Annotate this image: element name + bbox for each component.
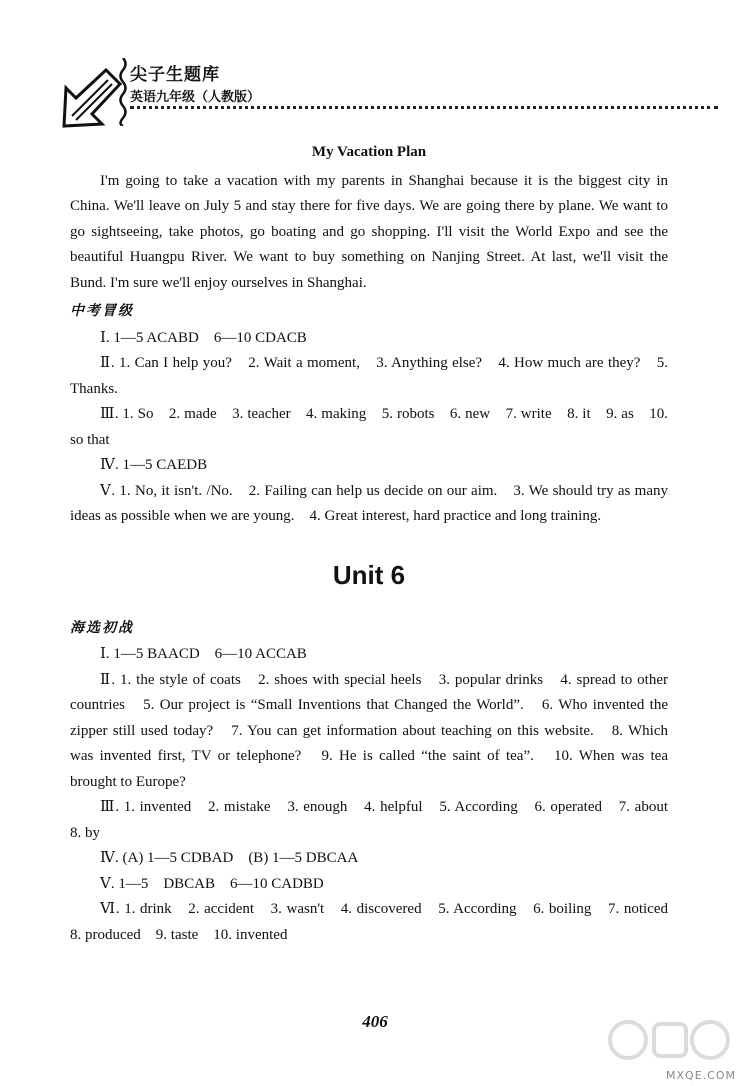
arrow-logo-icon: [62, 68, 122, 128]
answer-line: Ⅱ. 1. Can I help you? 2. Wait a moment, 3. Anything else? 4. How much are they? 5. Thanks.: [70, 355, 668, 397]
watermark-text: MXQE.COM: [666, 1069, 736, 1082]
page-header: [62, 58, 672, 128]
answer-line: Ⅴ. 1—5 DBCAB 6—10 CADBD: [100, 875, 324, 892]
page-content: [70, 136, 684, 948]
answer-line: Ⅳ. (A) 1—5 CDBAD (B) 1—5 DBCAA: [100, 850, 359, 866]
answer-line: Ⅲ. 1. So 2. made 3. teacher 4. making 5. robots 6. new 7. write 8. it 9. as 10. so that: [70, 406, 668, 448]
book-subtitle: 英语九年级（人教版）: [130, 90, 261, 105]
wavy-divider-icon: [118, 58, 128, 126]
section-heading: 海选初战: [70, 619, 134, 636]
answer-line: Ⅲ. 1. invented 2. mistake 3. enough 4. helpful 5. According 6. operated 7. about 8. by: [70, 799, 684, 841]
answer-line: Ⅳ. 1—5 CAEDB: [100, 457, 208, 473]
book-title: 尖子生题库: [130, 65, 220, 85]
answer-line: Ⅰ. 1—5 BAACD 6—10 ACCAB: [100, 646, 307, 662]
page-number: 406: [362, 1012, 388, 1031]
answer-line: Ⅰ. 1—5 ACABD 6—10 CDACB: [100, 329, 307, 346]
section-heading: 中考冒级: [70, 303, 134, 319]
answer-line: Ⅵ. 1. drink 2. accident 3. wasn't 4. discovered 5. According 6. boiling 7. noticed 8. produced 9. taste 10. invented: [70, 901, 684, 943]
answer-line: Ⅴ. 1. No, it isn't. /No. 2. Failing can help us decide on our aim. 3. We should try as many ideas as possible when we are young. 4. Great interest, hard practice and long training.: [70, 482, 668, 524]
header-dotted-line: [130, 106, 718, 109]
essay-title: My Vacation Plan: [311, 144, 427, 160]
answer-line: Ⅱ. 1. the style of coats 2. shoes with special heels 3. popular drinks 4. spread to other countries 5. Our project is “Small Inventions that Changed the World”. 6. Who invented the zipper still used today? 7. You can get information about teaching on this website. 8. Which was invented first, TV or telephone? 9. He is called “the saint of tea”. 10. When was tea brought to Europe?: [70, 671, 668, 790]
essay-body: I'm going to take a vacation with my parents in Shanghai because it is the biggest city in China. We'll leave on July 5 and stay there for five days. We are going there by plane. We want to go sightseeing, take photos, go boating and go shopping. I'll visit the World Expo and see the beautiful Huangpu River. We want to buy something on Nanjing Street. At last, we'll visit the Bund. I'm sure we'll enjoy ourselves in Shanghai.: [70, 172, 668, 291]
unit-title: Unit 6: [332, 559, 406, 590]
